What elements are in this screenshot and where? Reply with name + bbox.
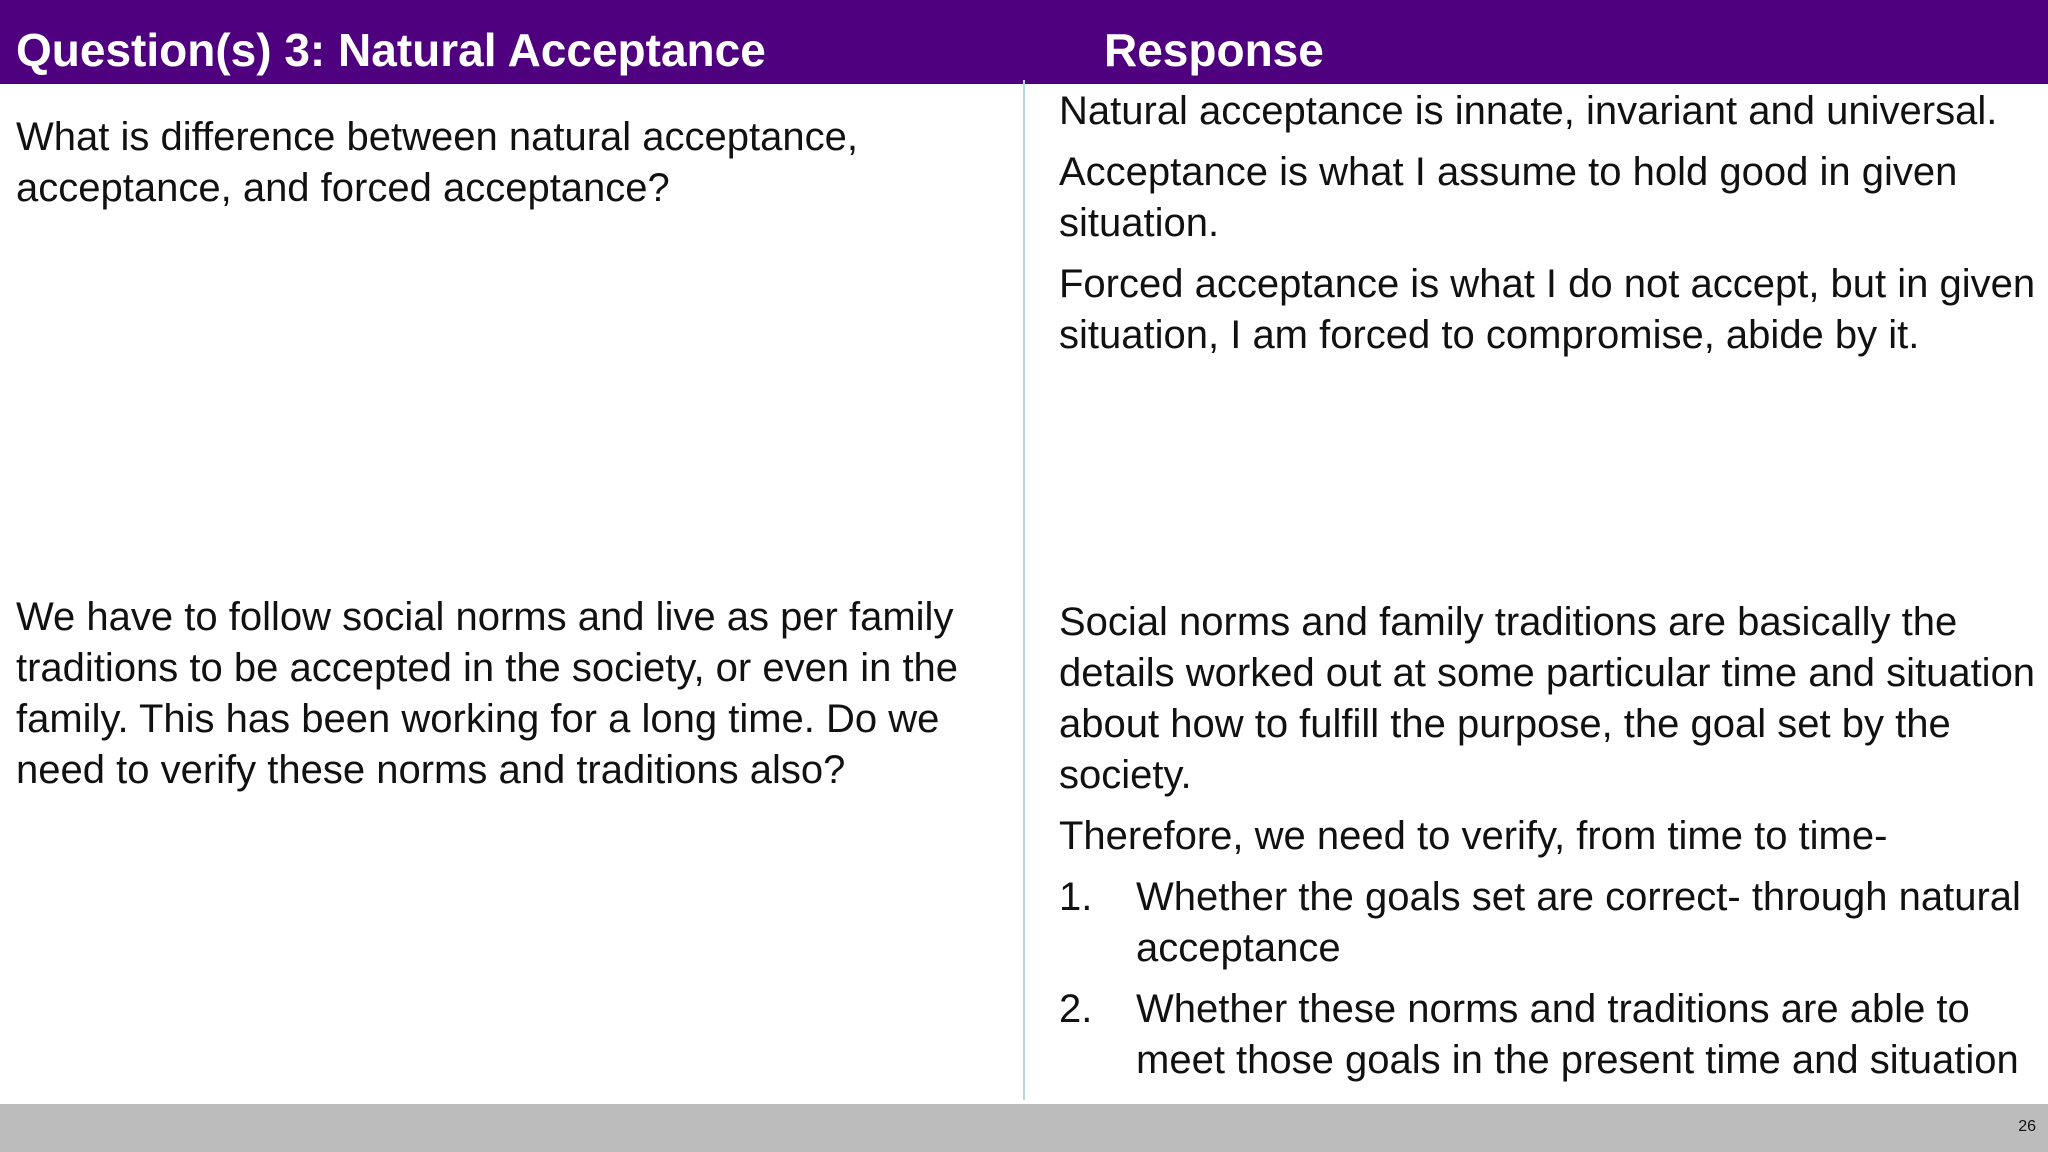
response-1-natural-acceptance: Natural acceptance is innate, invariant and universal. — [1059, 89, 1998, 133]
response-1-forced-acceptance: Forced acceptance is what I do not accept, but in given situation, I am forced to compromise, abide by it. — [1059, 262, 2036, 357]
question-column-title: Question(s) 3: Natural Acceptance — [16, 24, 766, 76]
list-item — [1059, 984, 2039, 1086]
header-bar — [0, 0, 2048, 84]
list-item-text: Whether the goals set are correct- through natural acceptance — [1136, 875, 2021, 970]
page-number: 26 — [2018, 1118, 2036, 1135]
response-1 — [1059, 86, 2039, 371]
list-item — [1059, 872, 2039, 974]
column-divider — [1023, 80, 1025, 1100]
response-1-acceptance: Acceptance is what I assume to hold good in given situation. — [1059, 150, 1958, 245]
response-2-paragraph: Therefore, we need to verify, from time to time- — [1059, 814, 1888, 858]
question-2: We have to follow social norms and live as per family traditions to be accepted in the society, or even in the family. This has been working for a long time. Do we need to verify these norms and traditions also? — [16, 595, 959, 792]
list-item-number: 1. — [1059, 875, 1093, 919]
list-item-text: Whether these norms and traditions are able to meet those goals in the present time and situation — [1136, 987, 2019, 1082]
footer-bar — [0, 1104, 2048, 1152]
response-2 — [1059, 597, 2039, 1096]
list-item-number: 2. — [1059, 987, 1093, 1031]
verification-list — [1059, 872, 2039, 1086]
response-column-title: Response — [1104, 24, 1324, 76]
question-1: What is difference between natural acceptance, acceptance, and forced acceptance? — [16, 115, 858, 210]
response-2-paragraph: Social norms and family traditions are basically the details worked out at some particular time and situation about how to fulfill the purpose, the goal set by the society. — [1059, 600, 2036, 797]
